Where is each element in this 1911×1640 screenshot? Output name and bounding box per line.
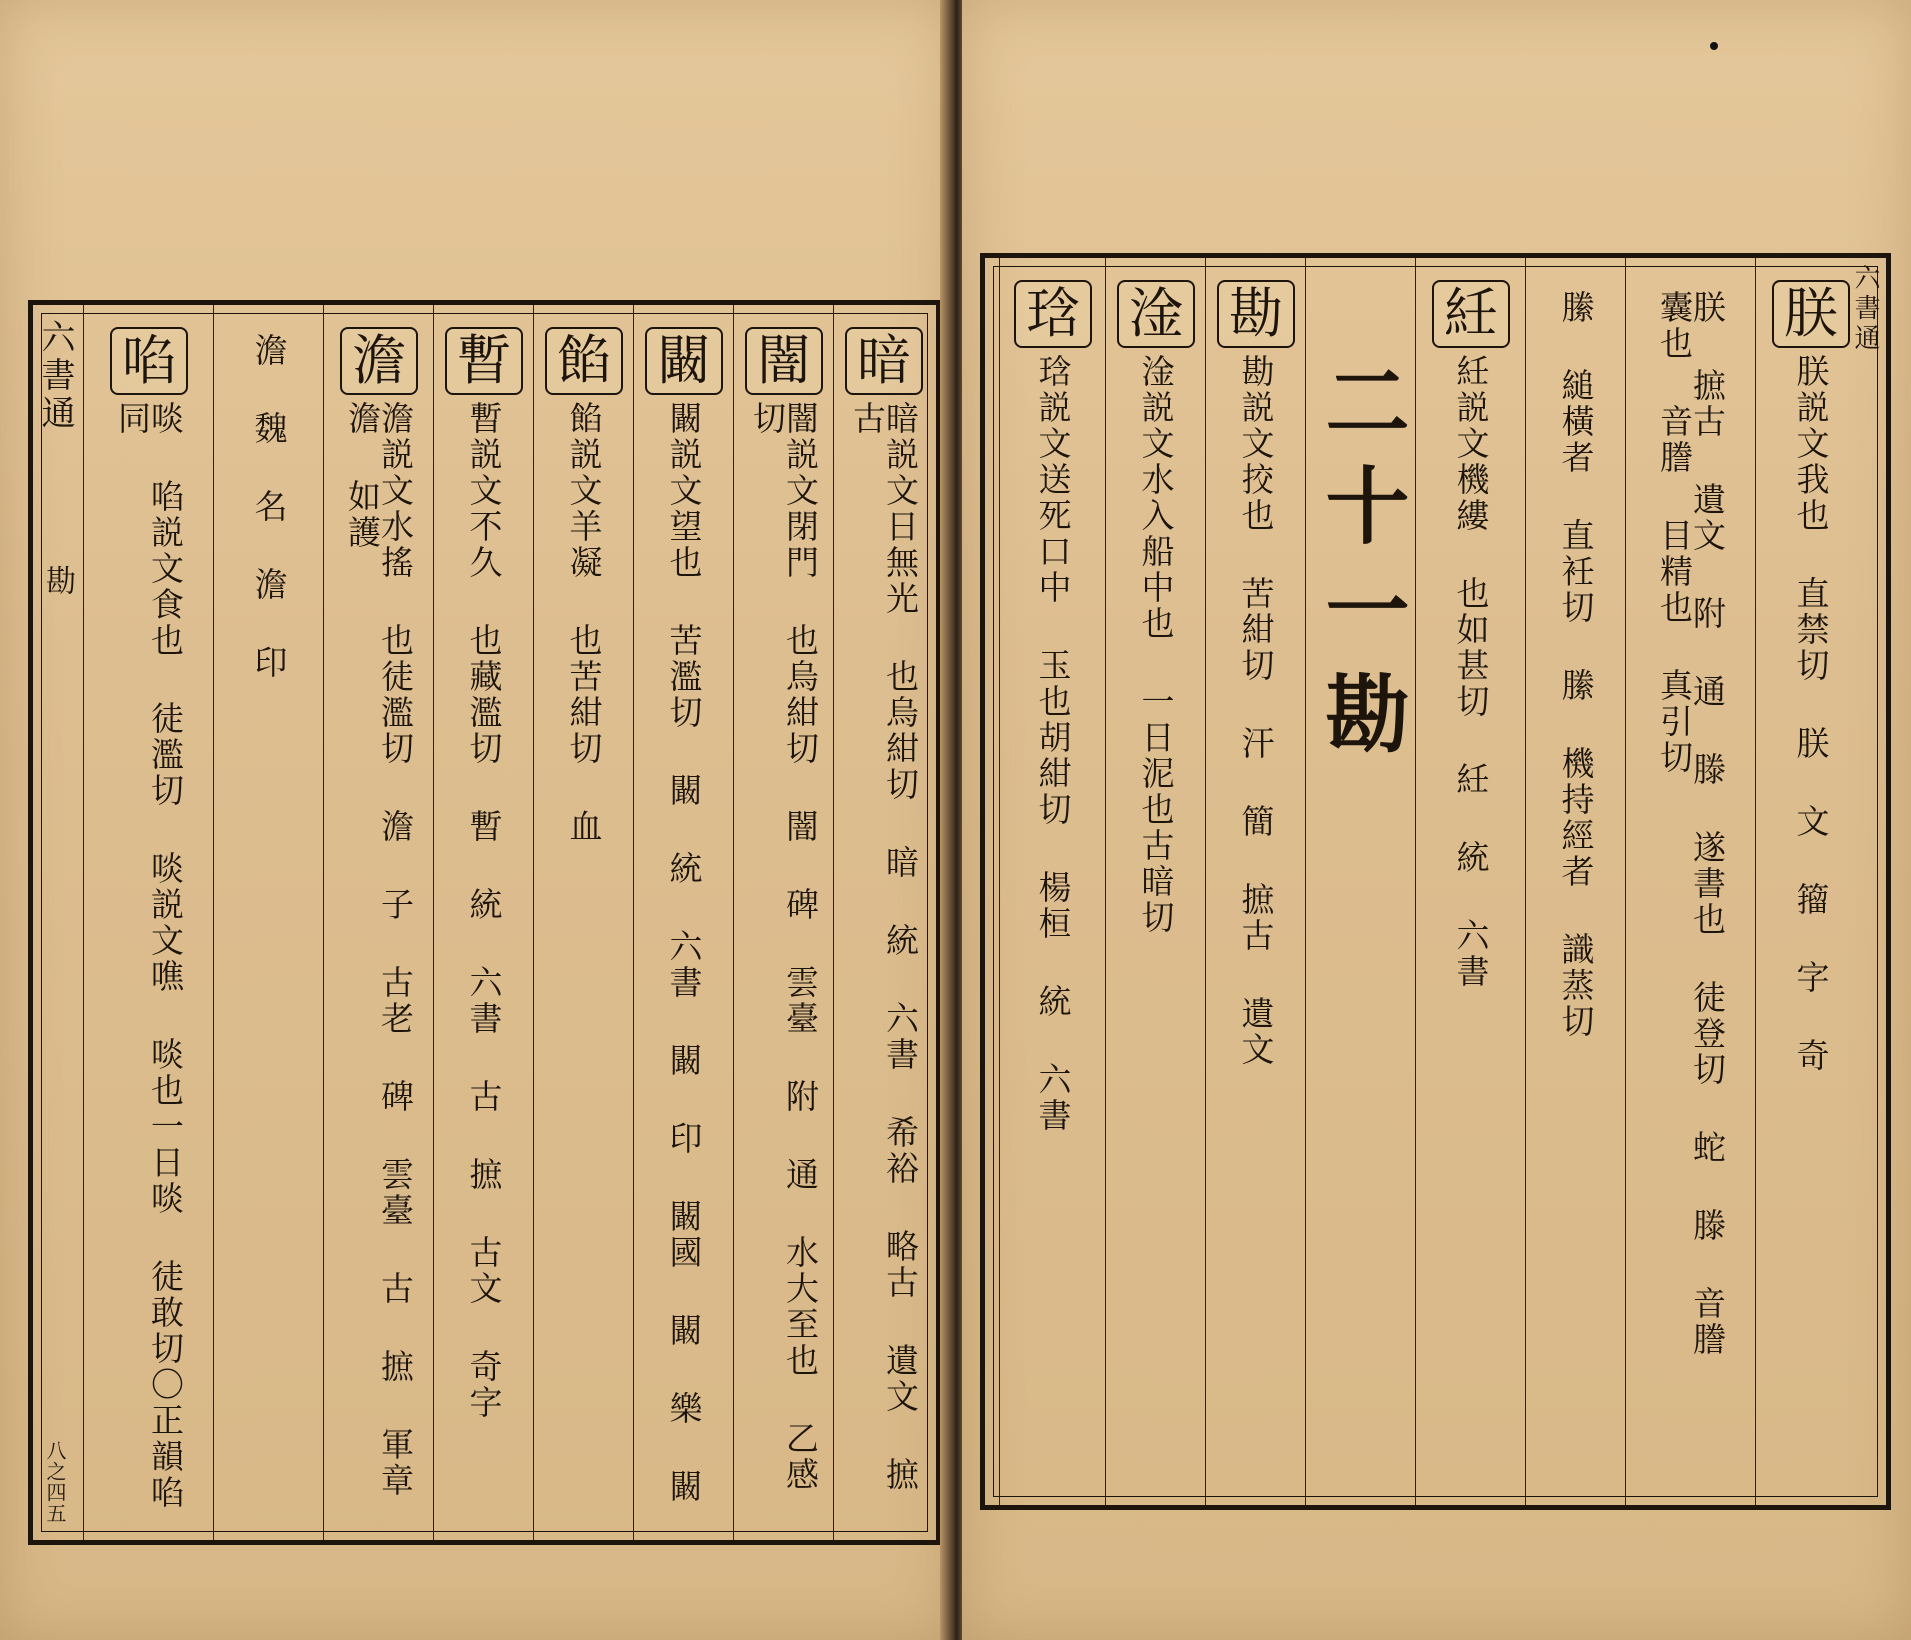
margin-rhyme: 勘: [40, 565, 75, 599]
head-character: 紝: [1432, 280, 1510, 348]
column-text: 澹説文水搖 也徒濫切 澹 子 古老 碑 雲臺 古 摭 軍章 澹 如護: [343, 401, 415, 1541]
column-text: 淦説文水入船中也 一日泥也古暗切: [1136, 354, 1176, 936]
head-character: 淦: [1117, 280, 1195, 348]
column: [1205, 258, 1306, 1505]
column-text: 勘説文挍也 苦紺切 汗 簡 摭古 遺文: [1236, 354, 1276, 1068]
column-text: 啖 啗説文食也 徒濫切 啖説文噍 啖也一日啖 徒敢切〇正韻啗同: [113, 401, 185, 1511]
head-character: 朕: [1772, 280, 1850, 348]
left-text-frame: [28, 300, 941, 1545]
column-text: 朕 摭古 遺文 附 通 滕 遂書也 徒登切 蛇 滕 音謄 囊也 音謄 目精也 真引切: [1655, 290, 1727, 1400]
column-text: 暫説文不久 也藏濫切 暫 統 六書 古 摭 古文 奇字: [464, 401, 504, 1421]
column: [999, 258, 1106, 1505]
column-text: 紝説文機縷 也如甚切 紝 統 六書: [1451, 354, 1491, 990]
head-character: 闞: [645, 327, 723, 395]
column: [83, 305, 214, 1540]
column-text: 朕説文我也 直禁切 朕 文 籀 字 奇: [1791, 354, 1831, 1074]
column-text: 餡説文羊凝 也苦紺切 血: [564, 401, 604, 845]
column: [1105, 258, 1206, 1505]
rhyme-heading: 二十一勘: [1312, 358, 1411, 774]
column: [1755, 258, 1866, 1505]
head-character: 勘: [1217, 280, 1295, 348]
column: [1525, 258, 1626, 1505]
column-text: 暗説文日無光 也烏紺切 暗 統 六書 希裕 略古 遺文 摭古: [848, 401, 920, 1493]
column: [733, 305, 834, 1540]
column-text: 縢 縋橫者 直衽切 縢 機持經者 識蒸切: [1556, 290, 1596, 1040]
left-page: [0, 0, 952, 1640]
head-character: 澹: [340, 327, 418, 395]
column-text: 闞説文望也 苦濫切 闞 統 六書 闞 印 闞國 闞 樂 闞: [664, 401, 704, 1505]
column-text: 琀説文送死口中 玉也胡紺切 楊桓 統 六書: [1033, 354, 1073, 1134]
head-character: 闇: [745, 327, 823, 395]
ink-spot: [1710, 42, 1718, 50]
column: [323, 305, 434, 1540]
head-character: 啗: [110, 327, 188, 395]
column: [633, 305, 734, 1540]
folio-number: 八之四五: [43, 1440, 67, 1524]
column-text: 澹 魏 名 澹 印: [249, 333, 289, 681]
column: [213, 305, 324, 1540]
head-character: 暗: [845, 327, 923, 395]
column: [433, 305, 534, 1540]
head-character: 餡: [545, 327, 623, 395]
column-text: 闇説文閉門 也烏紺切 闇 碑 雲臺 附 通 水大至也 乙感切: [748, 401, 820, 1493]
head-character: 暫: [445, 327, 523, 395]
column: [1625, 258, 1756, 1505]
column: [1415, 258, 1526, 1505]
column: [533, 305, 634, 1540]
margin-title: 六書通: [35, 319, 75, 433]
rhyme-heading-column: [1305, 258, 1416, 1505]
head-character: 琀: [1014, 280, 1092, 348]
margin-title: 六書通: [1850, 264, 1880, 354]
column: [833, 305, 934, 1540]
right-text-frame: [980, 253, 1891, 1510]
